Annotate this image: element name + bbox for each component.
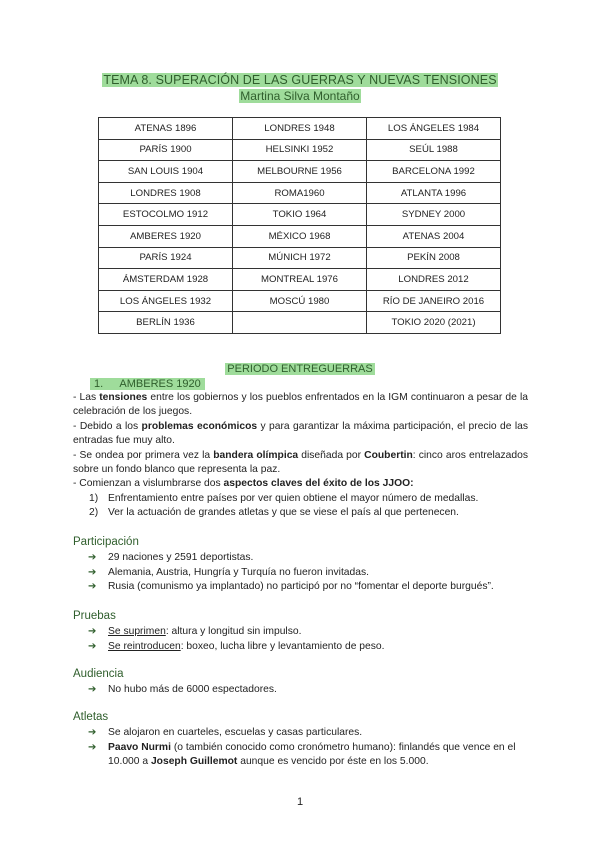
arrow-icon: ➔ xyxy=(88,581,97,593)
table-cell: BARCELONA 1992 xyxy=(367,161,501,183)
heading-atletas: Atletas xyxy=(73,711,109,723)
section-title-text: PERIODO ENTREGUERRAS xyxy=(227,363,373,375)
subsection-number: 1. xyxy=(94,378,104,390)
table-row xyxy=(99,204,501,226)
arrow-icon: ➔ xyxy=(88,684,97,695)
table-cell xyxy=(233,312,367,334)
table-cell: LONDRES 1908 xyxy=(99,182,233,204)
audiencia-list xyxy=(73,683,528,698)
table-cell: LOS ÁNGELES 1932 xyxy=(99,290,233,312)
table-cell: PARÍS 1924 xyxy=(99,247,233,269)
table-cell: BERLÍN 1936 xyxy=(99,312,233,334)
table-cell: LONDRES 2012 xyxy=(367,269,501,291)
table-cell: AMBERES 1920 xyxy=(99,225,233,247)
intro-paragraph-tensions: - Las tensiones entre los gobiernos y los pueblos enfrentados en la IGM continuaron a pesar de la celebración de los juegos. xyxy=(73,392,528,418)
table-cell: ROMA1960 xyxy=(233,182,367,204)
list-item: 2) Ver la actuación de grandes atletas y que se viese el país al que pertenecen. xyxy=(89,507,459,519)
intro-paragraph-economic: - Debido a los problemas económicos y para garantizar la máxima participación, el precio de las entradas fue muy alto. xyxy=(73,420,528,447)
intro-paragraph-flag: - Se ondea por primera vez la bandera olímpica diseñada por Coubertin: cinco aros entrelazados sobre un fondo blanco que representa la paz. xyxy=(73,449,528,476)
list-item: ➔ No hubo más de 6000 espectadores. xyxy=(73,683,528,698)
table-cell: ATENAS 1896 xyxy=(99,118,233,140)
key-aspects-list xyxy=(73,492,528,521)
document-title xyxy=(0,72,600,88)
table-row xyxy=(99,161,501,183)
table-cell: MOSCÚ 1980 xyxy=(233,290,367,312)
document-author-text: Martina Silva Montaño xyxy=(240,89,360,103)
atletas-list xyxy=(73,726,528,770)
table-cell: MONTREAL 1976 xyxy=(233,269,367,291)
table-cell: MÚNICH 1972 xyxy=(233,247,367,269)
list-item: ➔ Se alojaron en cuarteles, escuelas y casas particulares. xyxy=(73,726,528,741)
arrow-icon: ➔ xyxy=(88,741,97,753)
olympic-games-table xyxy=(98,117,501,334)
list-item: ➔ Se reintroducen: boxeo, lucha libre y levantamiento de peso. xyxy=(73,640,528,655)
table-cell: MÉXICO 1968 xyxy=(233,225,367,247)
table-row xyxy=(99,247,501,269)
arrow-icon: ➔ xyxy=(88,727,97,738)
intro-block xyxy=(73,391,528,521)
list-item: ➔ 29 naciones y 2591 deportistas. xyxy=(73,551,528,566)
table-cell: TOKIO 1964 xyxy=(233,204,367,226)
table-cell: PARÍS 1900 xyxy=(99,139,233,161)
participacion-list xyxy=(73,551,528,595)
arrow-icon: ➔ xyxy=(88,552,97,563)
list-item: ➔ Rusia (comunismo ya implantado) no participó por no “fomentar el deporte burgués”. xyxy=(73,580,528,595)
list-item: 1) Enfrentamiento entre países por ver quien obtiene el mayor número de medallas. xyxy=(89,492,479,504)
table-cell: TOKIO 2020 (2021) xyxy=(367,312,501,334)
table-cell: SYDNEY 2000 xyxy=(367,204,501,226)
arrow-icon: ➔ xyxy=(88,566,97,578)
subsection-name: AMBERES 1920 xyxy=(119,378,201,390)
table-cell: HELSINKI 1952 xyxy=(233,139,367,161)
list-item: ➔ Se suprimen: altura y longitud sin impulso. xyxy=(73,625,528,640)
table-row xyxy=(99,225,501,247)
table-cell: LOS ÁNGELES 1984 xyxy=(367,118,501,140)
table-row xyxy=(99,312,501,334)
table-cell: RÍO DE JANEIRO 2016 xyxy=(367,290,501,312)
list-item: ➔ Alemania, Austria, Hungría y Turquía no fueron invitadas. xyxy=(73,566,528,581)
table-cell: ÁMSTERDAM 1928 xyxy=(99,269,233,291)
table-cell: LONDRES 1948 xyxy=(233,118,367,140)
document-title-text: TEMA 8. SUPERACIÓN DE LAS GUERRAS Y NUEVAS TENSIONES xyxy=(103,73,497,87)
table-cell: ESTOCOLMO 1912 xyxy=(99,204,233,226)
table-cell: PEKÍN 2008 xyxy=(367,247,501,269)
table-cell: SEÚL 1988 xyxy=(367,139,501,161)
table-row xyxy=(99,139,501,161)
table-row xyxy=(99,182,501,204)
table-cell: ATLANTA 1996 xyxy=(367,182,501,204)
list-item: ➔ Paavo Nurmi (o también conocido como cronómetro humano): finlandés que vence en el 10.000 a Joseph Guillemot aunque es vencido por éste en los 5.000. xyxy=(88,741,516,768)
table-cell: SAN LOUIS 1904 xyxy=(99,161,233,183)
heading-audiencia: Audiencia xyxy=(73,668,124,680)
table-row xyxy=(99,290,501,312)
table-row xyxy=(99,269,501,291)
table-cell: ATENAS 2004 xyxy=(367,225,501,247)
arrow-icon: ➔ xyxy=(88,626,97,637)
document-author xyxy=(0,88,600,104)
table-row xyxy=(99,118,501,140)
heading-participacion: Participación xyxy=(73,536,139,548)
page-number: 1 xyxy=(296,796,304,808)
subsection-title xyxy=(90,375,205,392)
subsection-title-text xyxy=(90,378,205,390)
heading-pruebas: Pruebas xyxy=(73,610,116,622)
section-title xyxy=(0,361,600,376)
pruebas-list xyxy=(73,625,528,654)
arrow-icon: ➔ xyxy=(88,640,97,652)
table-cell: MELBOURNE 1956 xyxy=(233,161,367,183)
intro-paragraph-keys: - Comienzan a vislumbrarse dos aspectos claves del éxito de los JJOO: xyxy=(73,478,414,490)
